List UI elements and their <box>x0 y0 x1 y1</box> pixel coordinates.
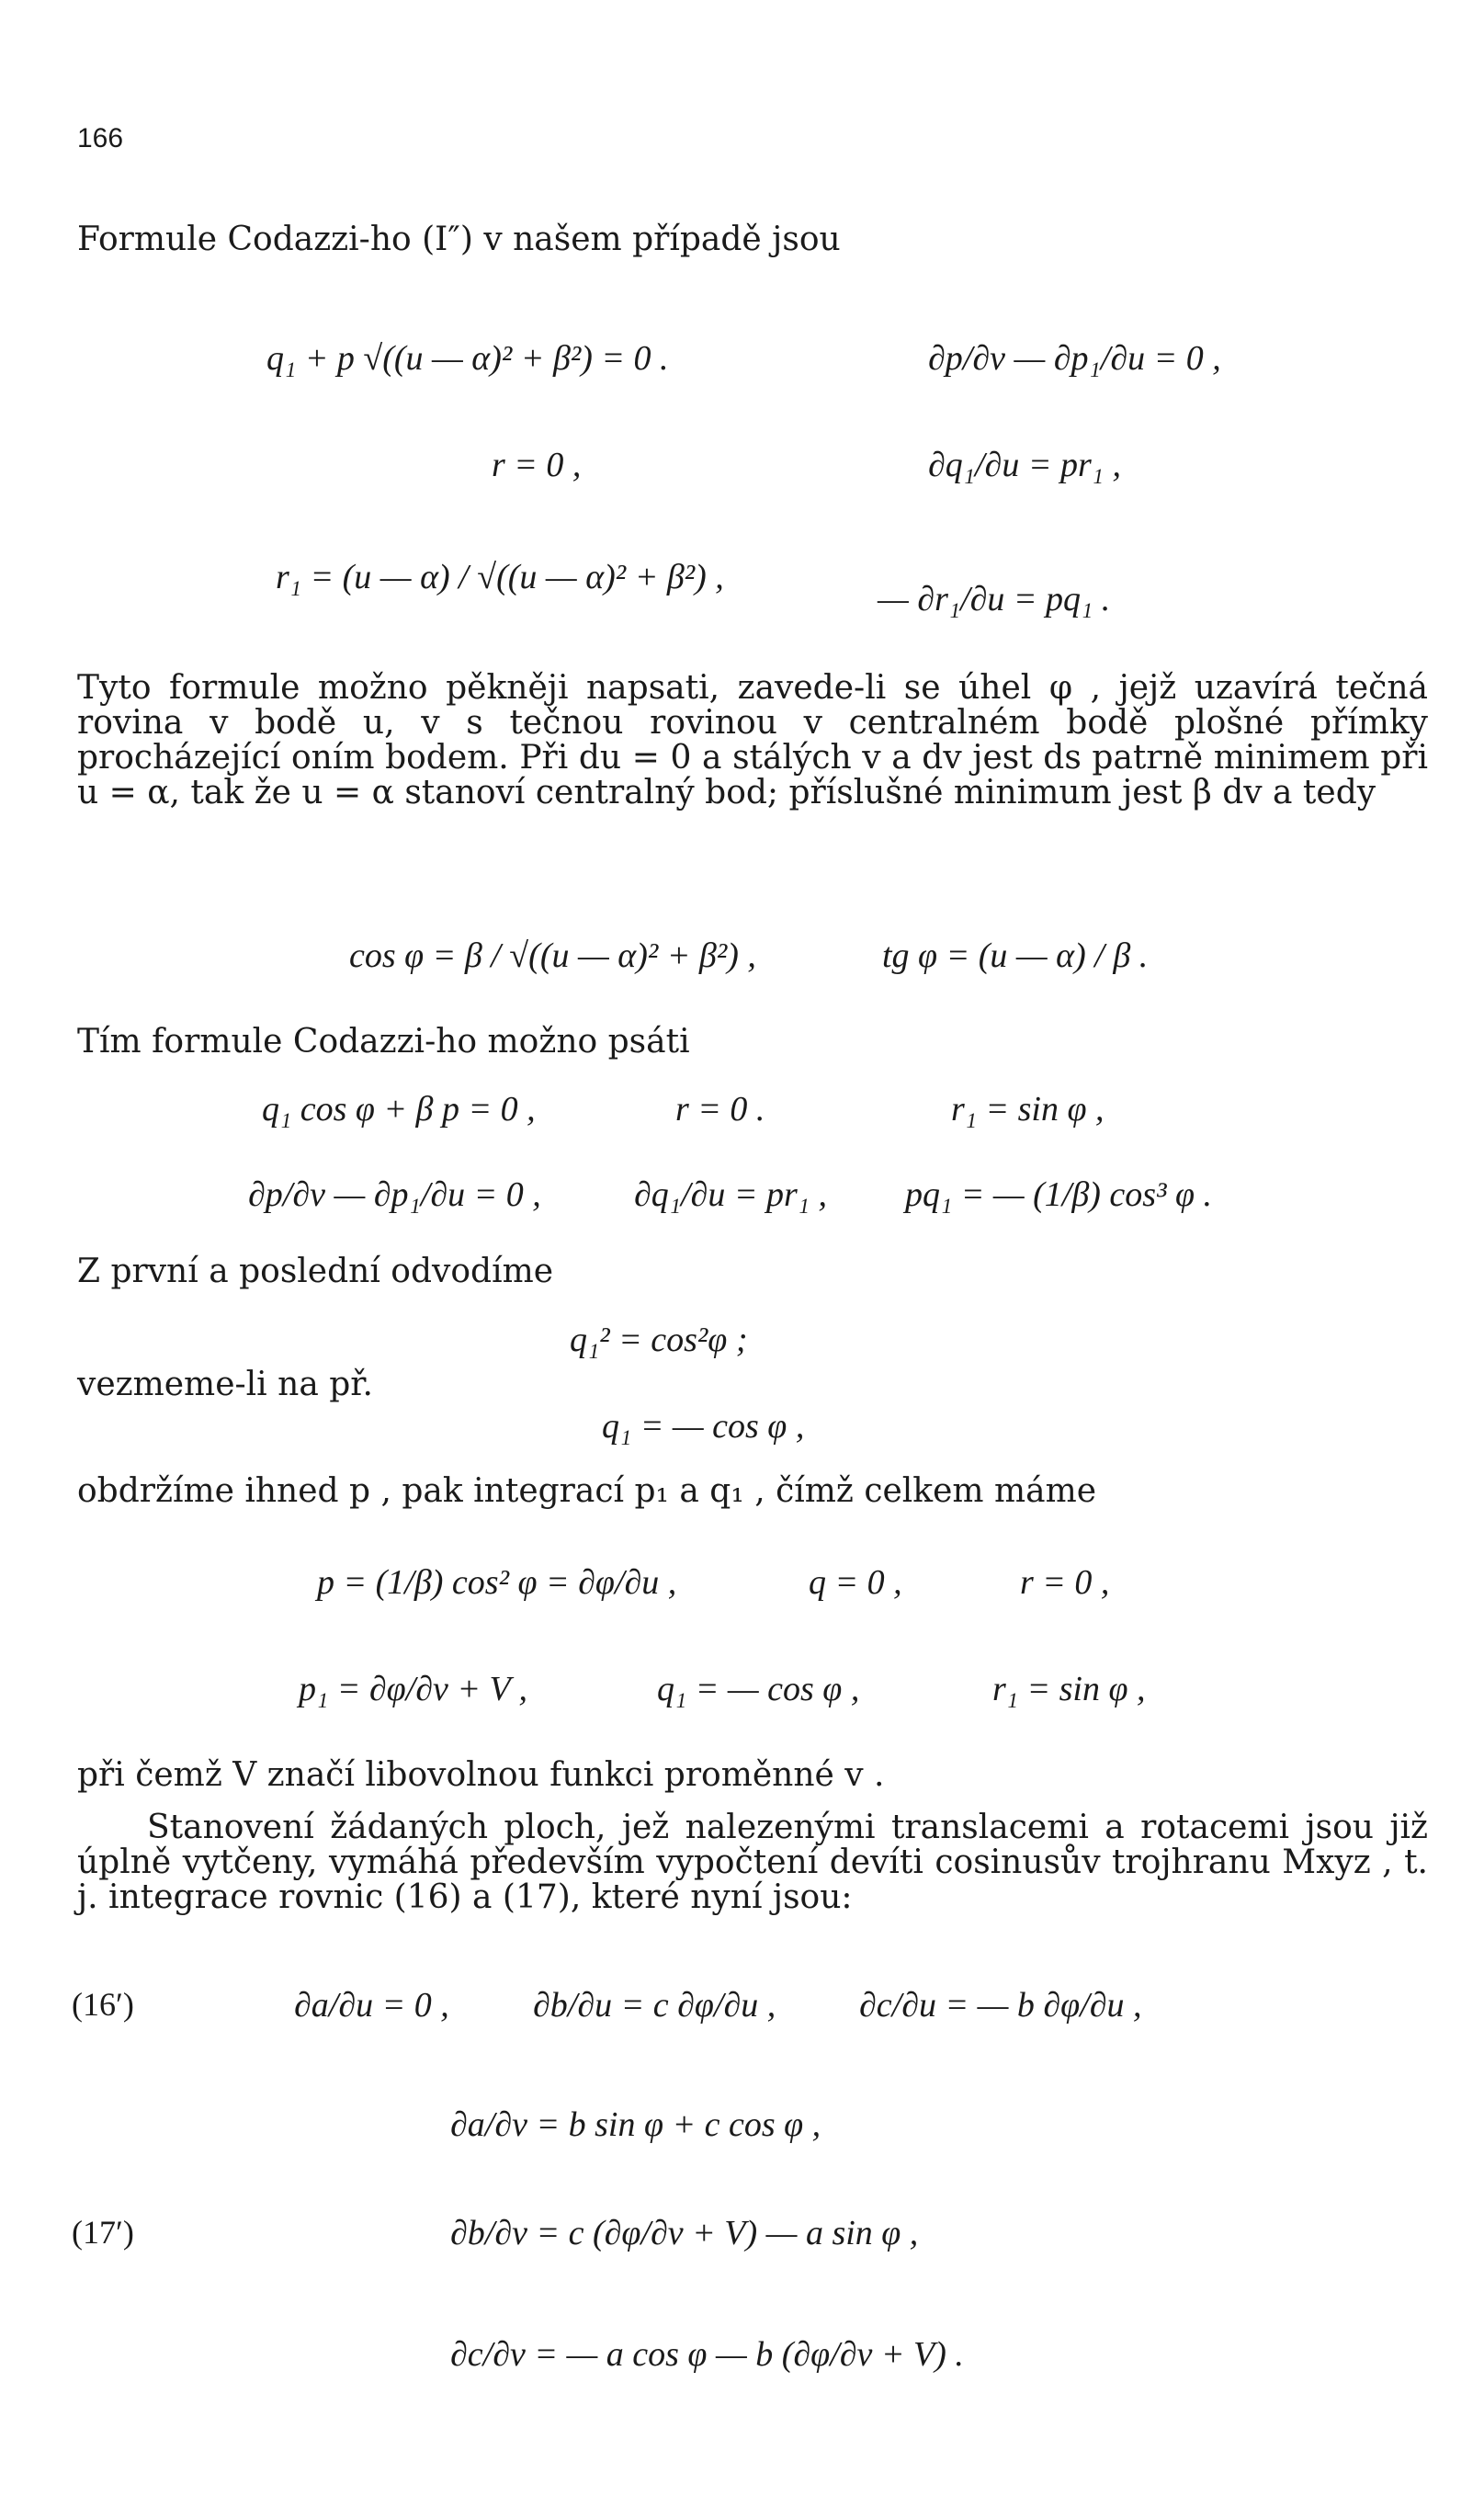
equation-11: ∂q₁/∂u = pr₁ , <box>634 1175 827 1214</box>
equation-8: r = 0 . <box>675 1090 765 1129</box>
equation-17: q₁ = — cos φ , <box>657 1670 860 1708</box>
equation-17-a: ∂a/∂v = b sin φ + c cos φ , <box>450 2105 821 2144</box>
equation-q1: q₁ = — cos φ , <box>602 1407 805 1446</box>
equation-cos: cos φ = β / √((u — α)² + β²) , <box>349 936 756 975</box>
line-obdrzime: obdržíme ihned p , pak integrací p₁ a q₁ , čímž celkem máme <box>77 1472 1097 1510</box>
equation-17-c: ∂c/∂v = — a cos φ — b (∂φ/∂v + V) . <box>450 2335 964 2374</box>
equation-12: pq₁ = — (1/β) cos³ φ . <box>905 1175 1213 1214</box>
equation-10: ∂p/∂v — ∂p₁/∂u = 0 , <box>248 1175 541 1214</box>
paragraph-2: Stanovení žádaných ploch, jež nalezenými translacemi a rotacemi jsou již úplně vytčeny, vymáhá především vypočtení devíti cosinusův trojhranu Mxyz , t. j. integrace rovnic (16) a (17), které nyní jsou: <box>77 1809 1428 1916</box>
equation-2: ∂p/∂v — ∂p₁/∂u = 0 , <box>928 339 1221 378</box>
equation-q1-squared: q₁² = cos²φ ; <box>570 1321 748 1359</box>
equation-16-a: ∂a/∂u = 0 , <box>294 1986 449 2025</box>
line-codazzi: Tím formule Codazzi-ho možno psáti <box>77 1023 690 1061</box>
equation-6: — ∂r₁/∂u = pq₁ . <box>878 580 1111 618</box>
equation-16-c: ∂c/∂u = — b ∂φ/∂u , <box>859 1986 1142 2025</box>
line-pri-cemz: při čemž V značí libovolnou funkci proměnné v . <box>77 1756 885 1794</box>
equation-16: p₁ = ∂φ/∂v + V , <box>299 1670 528 1708</box>
equation-1: q₁ + p √((u — α)² + β²) = 0 . <box>266 339 669 378</box>
line-prvni: Z první a poslední odvodíme <box>77 1253 554 1290</box>
label-17: (17′) <box>72 2214 134 2251</box>
equation-9: r₁ = sin φ , <box>951 1090 1105 1129</box>
line-vezmeme: vezmeme-li na př. <box>77 1366 373 1403</box>
equation-7: q₁ cos φ + β p = 0 , <box>262 1090 536 1129</box>
equation-13: p = (1/β) cos² φ = ∂φ/∂u , <box>317 1563 677 1602</box>
heading-line: Formule Codazzi-ho (I″) v našem případě jsou <box>77 221 841 258</box>
equation-tg: tg φ = (u — α) / β . <box>882 936 1149 975</box>
equation-18: r₁ = sin φ , <box>992 1670 1146 1708</box>
equation-17-b: ∂b/∂v = c (∂φ/∂v + V) — a sin φ , <box>450 2214 919 2252</box>
equation-16-b: ∂b/∂u = c ∂φ/∂u , <box>533 1986 776 2025</box>
label-16: (16′) <box>72 1986 134 2023</box>
equation-4: ∂q₁/∂u = pr₁ , <box>928 446 1121 484</box>
page-number: 166 <box>77 123 124 153</box>
equation-14: q = 0 , <box>809 1563 902 1602</box>
paragraph-1: Tyto formule možno pěkněji napsati, zavede-li se úhel φ , jejž uzavírá tečná rovina v bodě u, v s tečnou rovinou v centralném bodě plošné přímky procházející oním bodem. Při du = 0 a stálých v a dv jest ds patrně minimem při u = α, tak že u = α stanoví centralný bod; příslušné minimum jest β dv a tedy <box>77 669 1428 811</box>
equation-15: r = 0 , <box>1020 1563 1110 1602</box>
equation-3: r = 0 , <box>492 446 582 484</box>
equation-5: r₁ = (u — α) / √((u — α)² + β²) , <box>276 558 724 596</box>
